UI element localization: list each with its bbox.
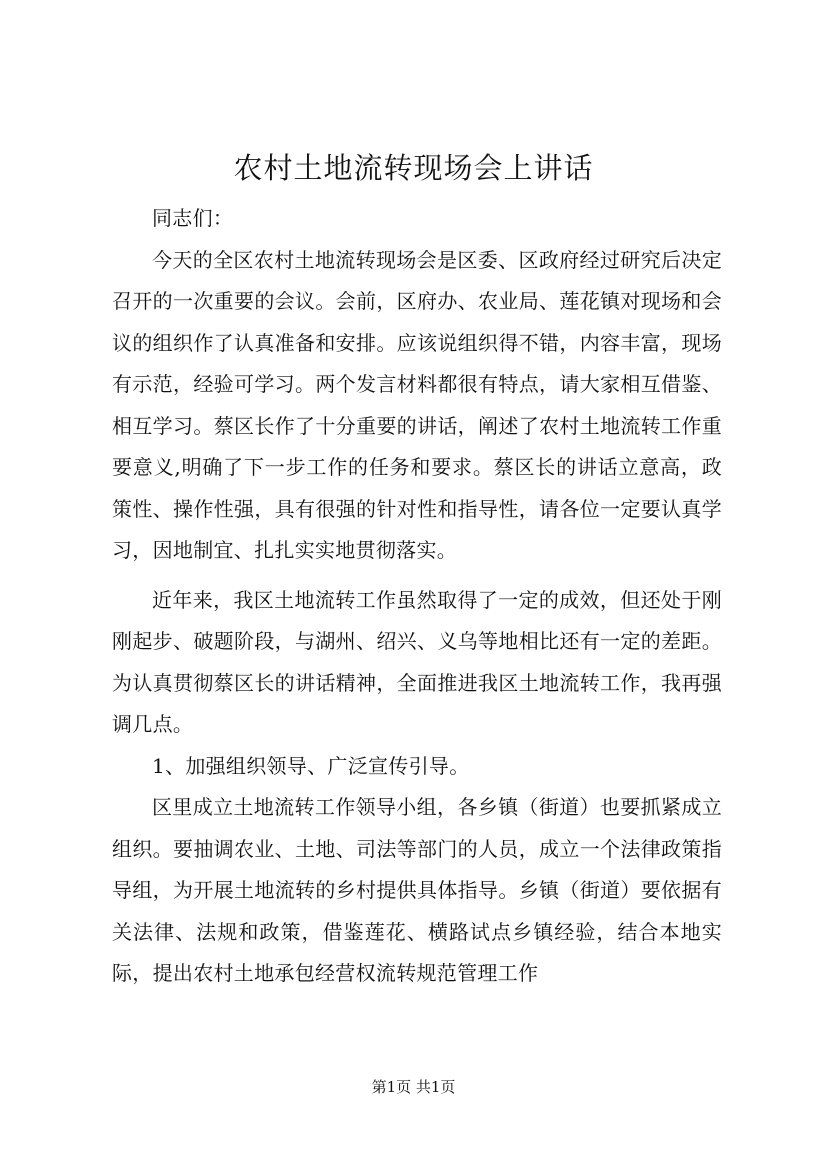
- body-paragraph: 今天的全区农村土地流转现场会是区委、区政府经过研究后决定召开的一次重要的会议。会前，区府办、农业局、莲花镇对现场和会议的组织作了认真准备和安排。应该说组织得不错，内容丰富，现场有示范，经验可学习。两个发言材料都很有特点，请大家相互借鉴、相互学习。蔡区长作了十分重要的讲话，阐述了农村土地流转工作重要意义,明确了下一步工作的任务和要求。蔡区长的讲话立意高，政策性、操作性强，具有很强的针对性和指导性，请各位一定要认真学习，因地制宜、扎扎实实地贯彻落实。: [112, 247, 722, 562]
- body-paragraph: 区里成立土地流转工作领导小组，各乡镇（街道）也要抓紧成立组织。要抽调农业、土地、司法等部门的人员，成立一个法律政策指导组，为开展土地流转的乡村提供具体指导。乡镇（街道）要依据有关法律、法规和政策，借鉴莲花、横路试点乡镇经验，结合本地实际，提出农村土地承包经营权流转规范管理工作: [112, 795, 722, 985]
- body-paragraph: 近年来，我区土地流转工作虽然取得了一定的成效，但还处于刚刚起步、破题阶段，与湖州、绍兴、义乌等地相比还有一定的差距。为认真贯彻蔡区长的讲话精神，全面推进我区土地流转工作，我再强调几点。: [112, 587, 722, 736]
- document-title: 农村土地流转现场会上讲话: [233, 151, 594, 185]
- salutation-paragraph: 同志们：: [152, 206, 234, 230]
- page-number-footer: 第1页 共1页: [371, 1078, 456, 1096]
- document-body: [112, 198, 722, 995]
- section-heading: 1、加强组织领导、广泛宣传引导。: [152, 753, 470, 778]
